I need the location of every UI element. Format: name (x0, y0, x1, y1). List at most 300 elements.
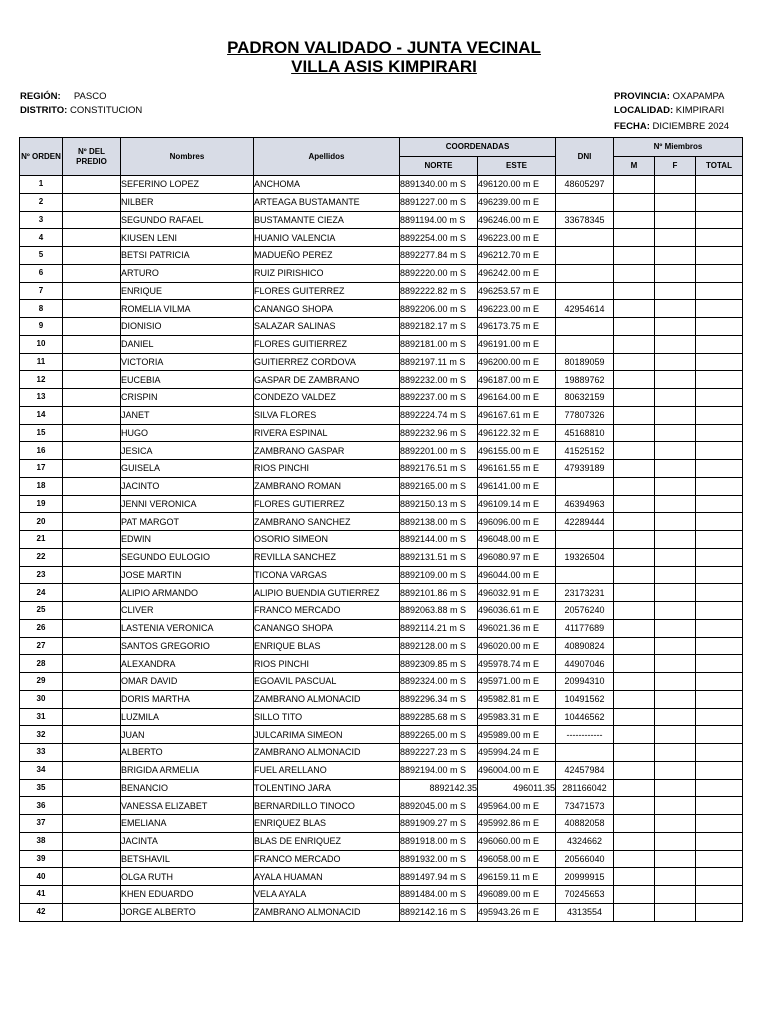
miembros-m-cell (614, 460, 655, 478)
dni-cell: 44907046 (556, 655, 614, 673)
table-row (20, 176, 743, 194)
table-row (20, 477, 743, 495)
predio-cell (63, 832, 121, 850)
norte-cell: 8892114.21 m S (400, 619, 478, 637)
miembros-total-cell (696, 460, 743, 478)
orden-cell: 20 (20, 513, 63, 531)
orden-cell: 5 (20, 247, 63, 265)
orden-cell: 35 (20, 779, 63, 797)
miembros-f-cell (655, 619, 696, 637)
norte-cell: 8892232.96 m S (400, 424, 478, 442)
este-cell: 496021.36 m E (478, 619, 556, 637)
este-cell: 496155.00 m E (478, 442, 556, 460)
miembros-f-cell (655, 442, 696, 460)
miembros-m-cell (614, 353, 655, 371)
dni-cell: 20576240 (556, 602, 614, 620)
nombres-cell: CRISPIN (121, 389, 254, 407)
orden-cell: 41 (20, 886, 63, 904)
miembros-m-cell (614, 371, 655, 389)
dni-cell: 45168810 (556, 424, 614, 442)
document-title: PADRON VALIDADO - JUNTA VECINAL (227, 38, 541, 57)
nombres-cell: ALIPIO ARMANDO (121, 584, 254, 602)
nombres-cell: DANIEL (121, 335, 254, 353)
apellidos-cell: ENRIQUEZ BLAS (254, 815, 400, 833)
table-row (20, 247, 743, 265)
nombres-cell: JORGE ALBERTO (121, 903, 254, 921)
dni-cell: 41525152 (556, 442, 614, 460)
miembros-f-cell (655, 832, 696, 850)
miembros-m-cell (614, 247, 655, 265)
miembros-m-cell (614, 406, 655, 424)
este-cell: 496200.00 m E (478, 353, 556, 371)
este-cell: 496246.00 m E (478, 211, 556, 229)
apellidos-cell: FLORES GUITIERREZ (254, 335, 400, 353)
miembros-f-cell (655, 300, 696, 318)
apellidos-cell: TOLENTINO JARA (254, 779, 400, 797)
predio-cell (63, 211, 121, 229)
miembros-total-cell (696, 548, 743, 566)
este-cell: 496253.57 m E (478, 282, 556, 300)
col-m-header: M (614, 157, 655, 176)
table-row (20, 602, 743, 620)
nombres-cell: JENNI VERONICA (121, 495, 254, 513)
table-row (20, 868, 743, 886)
miembros-total-cell (696, 779, 743, 797)
nombres-cell: PAT MARGOT (121, 513, 254, 531)
apellidos-cell: AYALA HUAMAN (254, 868, 400, 886)
este-cell: 496096.00 m E (478, 513, 556, 531)
region-value: PASCO (73, 91, 107, 102)
nombres-cell: BETSHAVIL (121, 850, 254, 868)
dni-cell (556, 229, 614, 247)
predio-cell (63, 176, 121, 194)
apellidos-cell: ZAMBRANO ALMONACID (254, 903, 400, 921)
miembros-f-cell (655, 903, 696, 921)
norte-cell: 8892285.68 m S (400, 708, 478, 726)
miembros-f-cell (655, 176, 696, 194)
dni-cell: 80189059 (556, 353, 614, 371)
apellidos-cell: RIVERA ESPINAL (254, 424, 400, 442)
miembros-total-cell (696, 335, 743, 353)
miembros-f-cell (655, 868, 696, 886)
distrito-line (20, 105, 142, 117)
este-cell: 496122.32 m E (478, 424, 556, 442)
miembros-m-cell (614, 495, 655, 513)
orden-cell: 19 (20, 495, 63, 513)
miembros-m-cell (614, 744, 655, 762)
document-subtitle: VILLA ASIS KIMPIRARI (291, 57, 477, 76)
predio-cell (63, 602, 121, 620)
miembros-m-cell (614, 726, 655, 744)
table-row (20, 513, 743, 531)
miembros-total-cell (696, 637, 743, 655)
apellidos-cell: BUSTAMANTE CIEZA (254, 211, 400, 229)
nombres-cell: KHEN EDUARDO (121, 886, 254, 904)
dni-cell (556, 282, 614, 300)
dni-cell: 40890824 (556, 637, 614, 655)
table-row (20, 637, 743, 655)
table-row (20, 442, 743, 460)
apellidos-cell: FRANCO MERCADO (254, 602, 400, 620)
miembros-f-cell (655, 761, 696, 779)
orden-cell: 22 (20, 548, 63, 566)
este-cell: 496011.35 (478, 779, 556, 797)
apellidos-cell: GUITIERREZ CORDOVA (254, 353, 400, 371)
apellidos-cell: ZAMBRANO SANCHEZ (254, 513, 400, 531)
table-row (20, 424, 743, 442)
table-row (20, 318, 743, 336)
este-cell: 496020.00 m E (478, 637, 556, 655)
orden-cell: 14 (20, 406, 63, 424)
miembros-total-cell (696, 566, 743, 584)
orden-cell: 40 (20, 868, 63, 886)
apellidos-cell: SILLO TITO (254, 708, 400, 726)
miembros-f-cell (655, 673, 696, 691)
orden-cell: 28 (20, 655, 63, 673)
orden-cell: 34 (20, 761, 63, 779)
miembros-m-cell (614, 602, 655, 620)
miembros-total-cell (696, 442, 743, 460)
col-dni-header: DNI (556, 138, 614, 176)
miembros-m-cell (614, 513, 655, 531)
miembros-total-cell (696, 229, 743, 247)
este-cell: 495971.00 m E (478, 673, 556, 691)
apellidos-cell: CONDEZO VALDEZ (254, 389, 400, 407)
miembros-f-cell (655, 335, 696, 353)
orden-cell: 2 (20, 193, 63, 211)
este-cell: 496048.00 m E (478, 531, 556, 549)
norte-cell: 8892222.82 m S (400, 282, 478, 300)
miembros-total-cell (696, 477, 743, 495)
nombres-cell: JOSE MARTIN (121, 566, 254, 584)
nombres-cell: KIUSEN LENI (121, 229, 254, 247)
table-body (20, 176, 743, 922)
nombres-cell: SEGUNDO RAFAEL (121, 211, 254, 229)
fecha-line (614, 121, 729, 133)
col-norte-header: NORTE (400, 157, 478, 176)
miembros-total-cell (696, 424, 743, 442)
miembros-total-cell (696, 531, 743, 549)
orden-cell: 10 (20, 335, 63, 353)
nombres-cell: OMAR DAVID (121, 673, 254, 691)
orden-cell: 21 (20, 531, 63, 549)
este-cell: 495978.74 m E (478, 655, 556, 673)
dni-cell: 4324662 (556, 832, 614, 850)
norte-cell: 8891497.94 m S (400, 868, 478, 886)
orden-cell: 32 (20, 726, 63, 744)
este-cell: 495943.26 m E (478, 903, 556, 921)
miembros-m-cell (614, 389, 655, 407)
fecha-value: DICIEMBRE 2024 (652, 121, 730, 132)
orden-cell: 31 (20, 708, 63, 726)
miembros-f-cell (655, 566, 696, 584)
orden-cell: 7 (20, 282, 63, 300)
orden-cell: 3 (20, 211, 63, 229)
miembros-f-cell (655, 406, 696, 424)
nombres-cell: SEGUNDO EULOGIO (121, 548, 254, 566)
miembros-total-cell (696, 584, 743, 602)
miembros-total-cell (696, 513, 743, 531)
predio-cell (63, 673, 121, 691)
predio-cell (63, 761, 121, 779)
predio-cell (63, 531, 121, 549)
table-row (20, 655, 743, 673)
miembros-m-cell (614, 211, 655, 229)
miembros-m-cell (614, 442, 655, 460)
table-row (20, 886, 743, 904)
miembros-m-cell (614, 850, 655, 868)
localidad-line (614, 105, 724, 117)
norte-cell: 8892197.11 m S (400, 353, 478, 371)
miembros-f-cell (655, 264, 696, 282)
dni-cell (556, 744, 614, 762)
dni-cell (556, 193, 614, 211)
dni-cell: 46394963 (556, 495, 614, 513)
dni-cell (556, 566, 614, 584)
nombres-cell: EMELIANA (121, 815, 254, 833)
miembros-m-cell (614, 335, 655, 353)
apellidos-cell: BLAS DE ENRIQUEZ (254, 832, 400, 850)
miembros-m-cell (614, 619, 655, 637)
dni-cell: 41177689 (556, 619, 614, 637)
miembros-f-cell (655, 548, 696, 566)
nombres-cell: SEFERINO LOPEZ (121, 176, 254, 194)
table-row (20, 531, 743, 549)
orden-cell: 29 (20, 673, 63, 691)
provincia-label: PROVINCIA: (614, 91, 670, 102)
predio-cell (63, 477, 121, 495)
este-cell: 496167.61 m E (478, 406, 556, 424)
predio-cell (63, 548, 121, 566)
orden-cell: 39 (20, 850, 63, 868)
predio-cell (63, 318, 121, 336)
norte-cell: 8892237.00 m S (400, 389, 478, 407)
este-cell: 496212.70 m E (478, 247, 556, 265)
apellidos-cell: OSORIO SIMEON (254, 531, 400, 549)
dni-cell: 20999915 (556, 868, 614, 886)
table-row (20, 566, 743, 584)
table-row (20, 389, 743, 407)
predio-cell (63, 371, 121, 389)
table-row (20, 353, 743, 371)
miembros-total-cell (696, 832, 743, 850)
miembros-total-cell (696, 247, 743, 265)
norte-cell: 8891340.00 m S (400, 176, 478, 194)
provincia-line (614, 91, 725, 103)
miembros-total-cell (696, 761, 743, 779)
apellidos-cell: FLORES GUITERREZ (254, 282, 400, 300)
apellidos-cell: RIOS PINCHI (254, 655, 400, 673)
norte-cell: 8892063.88 m S (400, 602, 478, 620)
este-cell: 496161.55 m E (478, 460, 556, 478)
orden-cell: 24 (20, 584, 63, 602)
table-row (20, 797, 743, 815)
table-row (20, 211, 743, 229)
orden-cell: 36 (20, 797, 63, 815)
predio-cell (63, 655, 121, 673)
este-cell: 496089.00 m E (478, 886, 556, 904)
norte-cell: 8892138.00 m S (400, 513, 478, 531)
miembros-f-cell (655, 584, 696, 602)
apellidos-cell: ZAMBRANO ROMAN (254, 477, 400, 495)
este-cell: 496159.11 m E (478, 868, 556, 886)
norte-cell: 8892144.00 m S (400, 531, 478, 549)
table-row (20, 229, 743, 247)
dni-cell: ------------ (556, 726, 614, 744)
dni-cell: 19889762 (556, 371, 614, 389)
miembros-total-cell (696, 868, 743, 886)
table-row (20, 850, 743, 868)
miembros-m-cell (614, 282, 655, 300)
table-row (20, 371, 743, 389)
nombres-cell: JESICA (121, 442, 254, 460)
predio-cell (63, 637, 121, 655)
apellidos-cell: CANANGO SHOPA (254, 300, 400, 318)
norte-cell: 8892277.84 m S (400, 247, 478, 265)
miembros-f-cell (655, 637, 696, 655)
miembros-f-cell (655, 229, 696, 247)
provincia-value: OXAPAMPA (672, 91, 725, 102)
dni-cell: 20994310 (556, 673, 614, 691)
este-cell: 496141.00 m E (478, 477, 556, 495)
predio-cell (63, 442, 121, 460)
col-miembros-header: Nº Miembros (614, 138, 743, 157)
apellidos-cell: ZAMBRANO ALMONACID (254, 690, 400, 708)
table-row (20, 761, 743, 779)
table-row (20, 744, 743, 762)
apellidos-cell: EGOAVIL PASCUAL (254, 673, 400, 691)
dni-cell: 20566040 (556, 850, 614, 868)
orden-cell: 4 (20, 229, 63, 247)
apellidos-cell: CANANGO SHOPA (254, 619, 400, 637)
predio-cell (63, 513, 121, 531)
miembros-m-cell (614, 176, 655, 194)
miembros-m-cell (614, 690, 655, 708)
dni-cell (556, 335, 614, 353)
predio-cell (63, 726, 121, 744)
predio-cell (63, 264, 121, 282)
norte-cell: 8892142.35 (400, 779, 478, 797)
orden-cell: 30 (20, 690, 63, 708)
dni-cell: 4313554 (556, 903, 614, 921)
orden-cell: 13 (20, 389, 63, 407)
table-row (20, 584, 743, 602)
este-cell: 496058.00 m E (478, 850, 556, 868)
apellidos-cell: GASPAR DE ZAMBRANO (254, 371, 400, 389)
nombres-cell: DIONISIO (121, 318, 254, 336)
miembros-m-cell (614, 673, 655, 691)
dni-cell: 10446562 (556, 708, 614, 726)
nombres-cell: JACINTO (121, 477, 254, 495)
apellidos-cell: ARTEAGA BUSTAMANTE (254, 193, 400, 211)
col-apellidos-header: Apellidos (254, 138, 400, 176)
col-nombres-header: Nombres (121, 138, 254, 176)
miembros-total-cell (696, 673, 743, 691)
este-cell: 496191.00 m E (478, 335, 556, 353)
orden-cell: 42 (20, 903, 63, 921)
este-cell: 496109.14 m E (478, 495, 556, 513)
predio-cell (63, 584, 121, 602)
predio-cell (63, 247, 121, 265)
miembros-f-cell (655, 655, 696, 673)
apellidos-cell: BERNARDILLO TINOCO (254, 797, 400, 815)
norte-cell: 8892182.17 m S (400, 318, 478, 336)
nombres-cell: NILBER (121, 193, 254, 211)
region-line (20, 91, 106, 103)
miembros-m-cell (614, 300, 655, 318)
dni-cell: 23173231 (556, 584, 614, 602)
miembros-m-cell (614, 886, 655, 904)
orden-cell: 37 (20, 815, 63, 833)
col-coordenadas-header: COORDENADAS (400, 138, 556, 157)
nombres-cell: EDWIN (121, 531, 254, 549)
nombres-cell: ROMELIA VILMA (121, 300, 254, 318)
predio-cell (63, 850, 121, 868)
region-label: REGIÓN: (20, 91, 61, 102)
orden-cell: 16 (20, 442, 63, 460)
miembros-f-cell (655, 779, 696, 797)
miembros-f-cell (655, 460, 696, 478)
miembros-m-cell (614, 797, 655, 815)
miembros-f-cell (655, 815, 696, 833)
col-predio-header: Nº DEL PREDIO (63, 138, 121, 176)
este-cell: 495989.00 m E (478, 726, 556, 744)
table-row (20, 495, 743, 513)
norte-cell: 8892109.00 m S (400, 566, 478, 584)
miembros-f-cell (655, 495, 696, 513)
miembros-f-cell (655, 886, 696, 904)
dni-cell: 47939189 (556, 460, 614, 478)
norte-cell: 8891194.00 m S (400, 211, 478, 229)
dni-cell (556, 531, 614, 549)
orden-cell: 27 (20, 637, 63, 655)
este-cell: 496004.00 m E (478, 761, 556, 779)
apellidos-cell: FRANCO MERCADO (254, 850, 400, 868)
apellidos-cell: REVILLA SANCHEZ (254, 548, 400, 566)
miembros-total-cell (696, 690, 743, 708)
norte-cell: 8891227.00 m S (400, 193, 478, 211)
table-row (20, 460, 743, 478)
miembros-f-cell (655, 708, 696, 726)
predio-cell (63, 300, 121, 318)
table-row (20, 335, 743, 353)
miembros-total-cell (696, 211, 743, 229)
orden-cell: 12 (20, 371, 63, 389)
predio-cell (63, 779, 121, 797)
miembros-m-cell (614, 832, 655, 850)
nombres-cell: ALBERTO (121, 744, 254, 762)
norte-cell: 8892101.86 m S (400, 584, 478, 602)
predio-cell (63, 744, 121, 762)
orden-cell: 38 (20, 832, 63, 850)
este-cell: 495992.86 m E (478, 815, 556, 833)
norte-cell: 8892128.00 m S (400, 637, 478, 655)
miembros-total-cell (696, 389, 743, 407)
norte-cell: 8892150.13 m S (400, 495, 478, 513)
miembros-m-cell (614, 193, 655, 211)
nombres-cell: LASTENIA VERONICA (121, 619, 254, 637)
miembros-total-cell (696, 797, 743, 815)
norte-cell: 8891484.00 m S (400, 886, 478, 904)
fecha-label: FECHA: (614, 121, 650, 132)
dni-cell: 77807326 (556, 406, 614, 424)
apellidos-cell: ENRIQUE BLAS (254, 637, 400, 655)
miembros-f-cell (655, 282, 696, 300)
predio-cell (63, 690, 121, 708)
nombres-cell: JUAN (121, 726, 254, 744)
orden-cell: 6 (20, 264, 63, 282)
miembros-total-cell (696, 371, 743, 389)
